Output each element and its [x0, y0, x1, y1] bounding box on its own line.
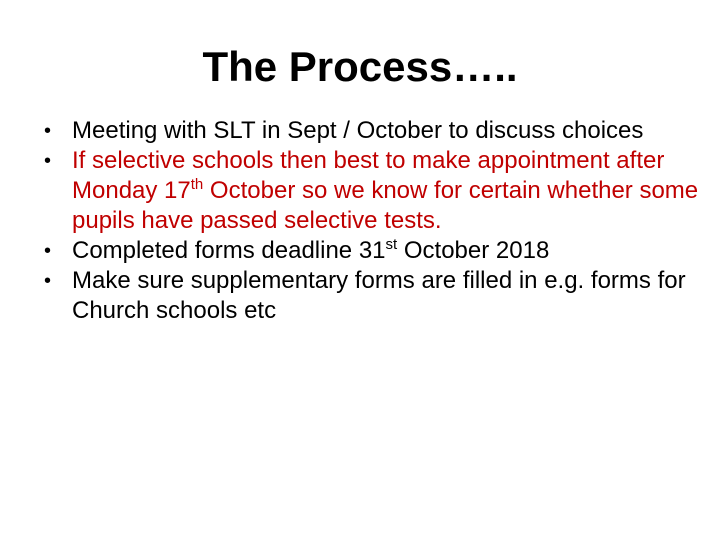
- bullet-text-red: [72, 147, 698, 234]
- bullet-item-1: [40, 116, 700, 146]
- bullet-text-after: October 2018: [397, 237, 550, 264]
- bullet-item-2: [40, 146, 700, 236]
- bullet-item-3: [40, 236, 700, 266]
- bullet-marker: •: [44, 150, 52, 172]
- bullet-marker: •: [44, 240, 52, 262]
- bullet-list: [40, 116, 700, 326]
- bullet-text-after: October so we know for certain whether some pupils have passed selective tests.: [72, 177, 699, 234]
- bullet-text: Meeting with SLT in Sept / October to discuss choices: [72, 117, 644, 144]
- bullet-item-4: [40, 266, 700, 326]
- bullet-text: Make sure supplementary forms are filled in e.g. forms for Church schools etc: [72, 267, 686, 324]
- bullet-text: [72, 237, 549, 264]
- ordinal-suffix: st: [385, 236, 398, 253]
- bullet-text-before: Completed forms deadline 31: [72, 237, 386, 264]
- bullet-marker: •: [44, 120, 52, 142]
- bullet-marker: •: [44, 270, 52, 292]
- bullet-text-before: If selective schools then best to make appointment after Monday 17: [72, 147, 665, 204]
- ordinal-suffix: th: [190, 176, 204, 193]
- slide-title: The Process…..: [202, 43, 518, 90]
